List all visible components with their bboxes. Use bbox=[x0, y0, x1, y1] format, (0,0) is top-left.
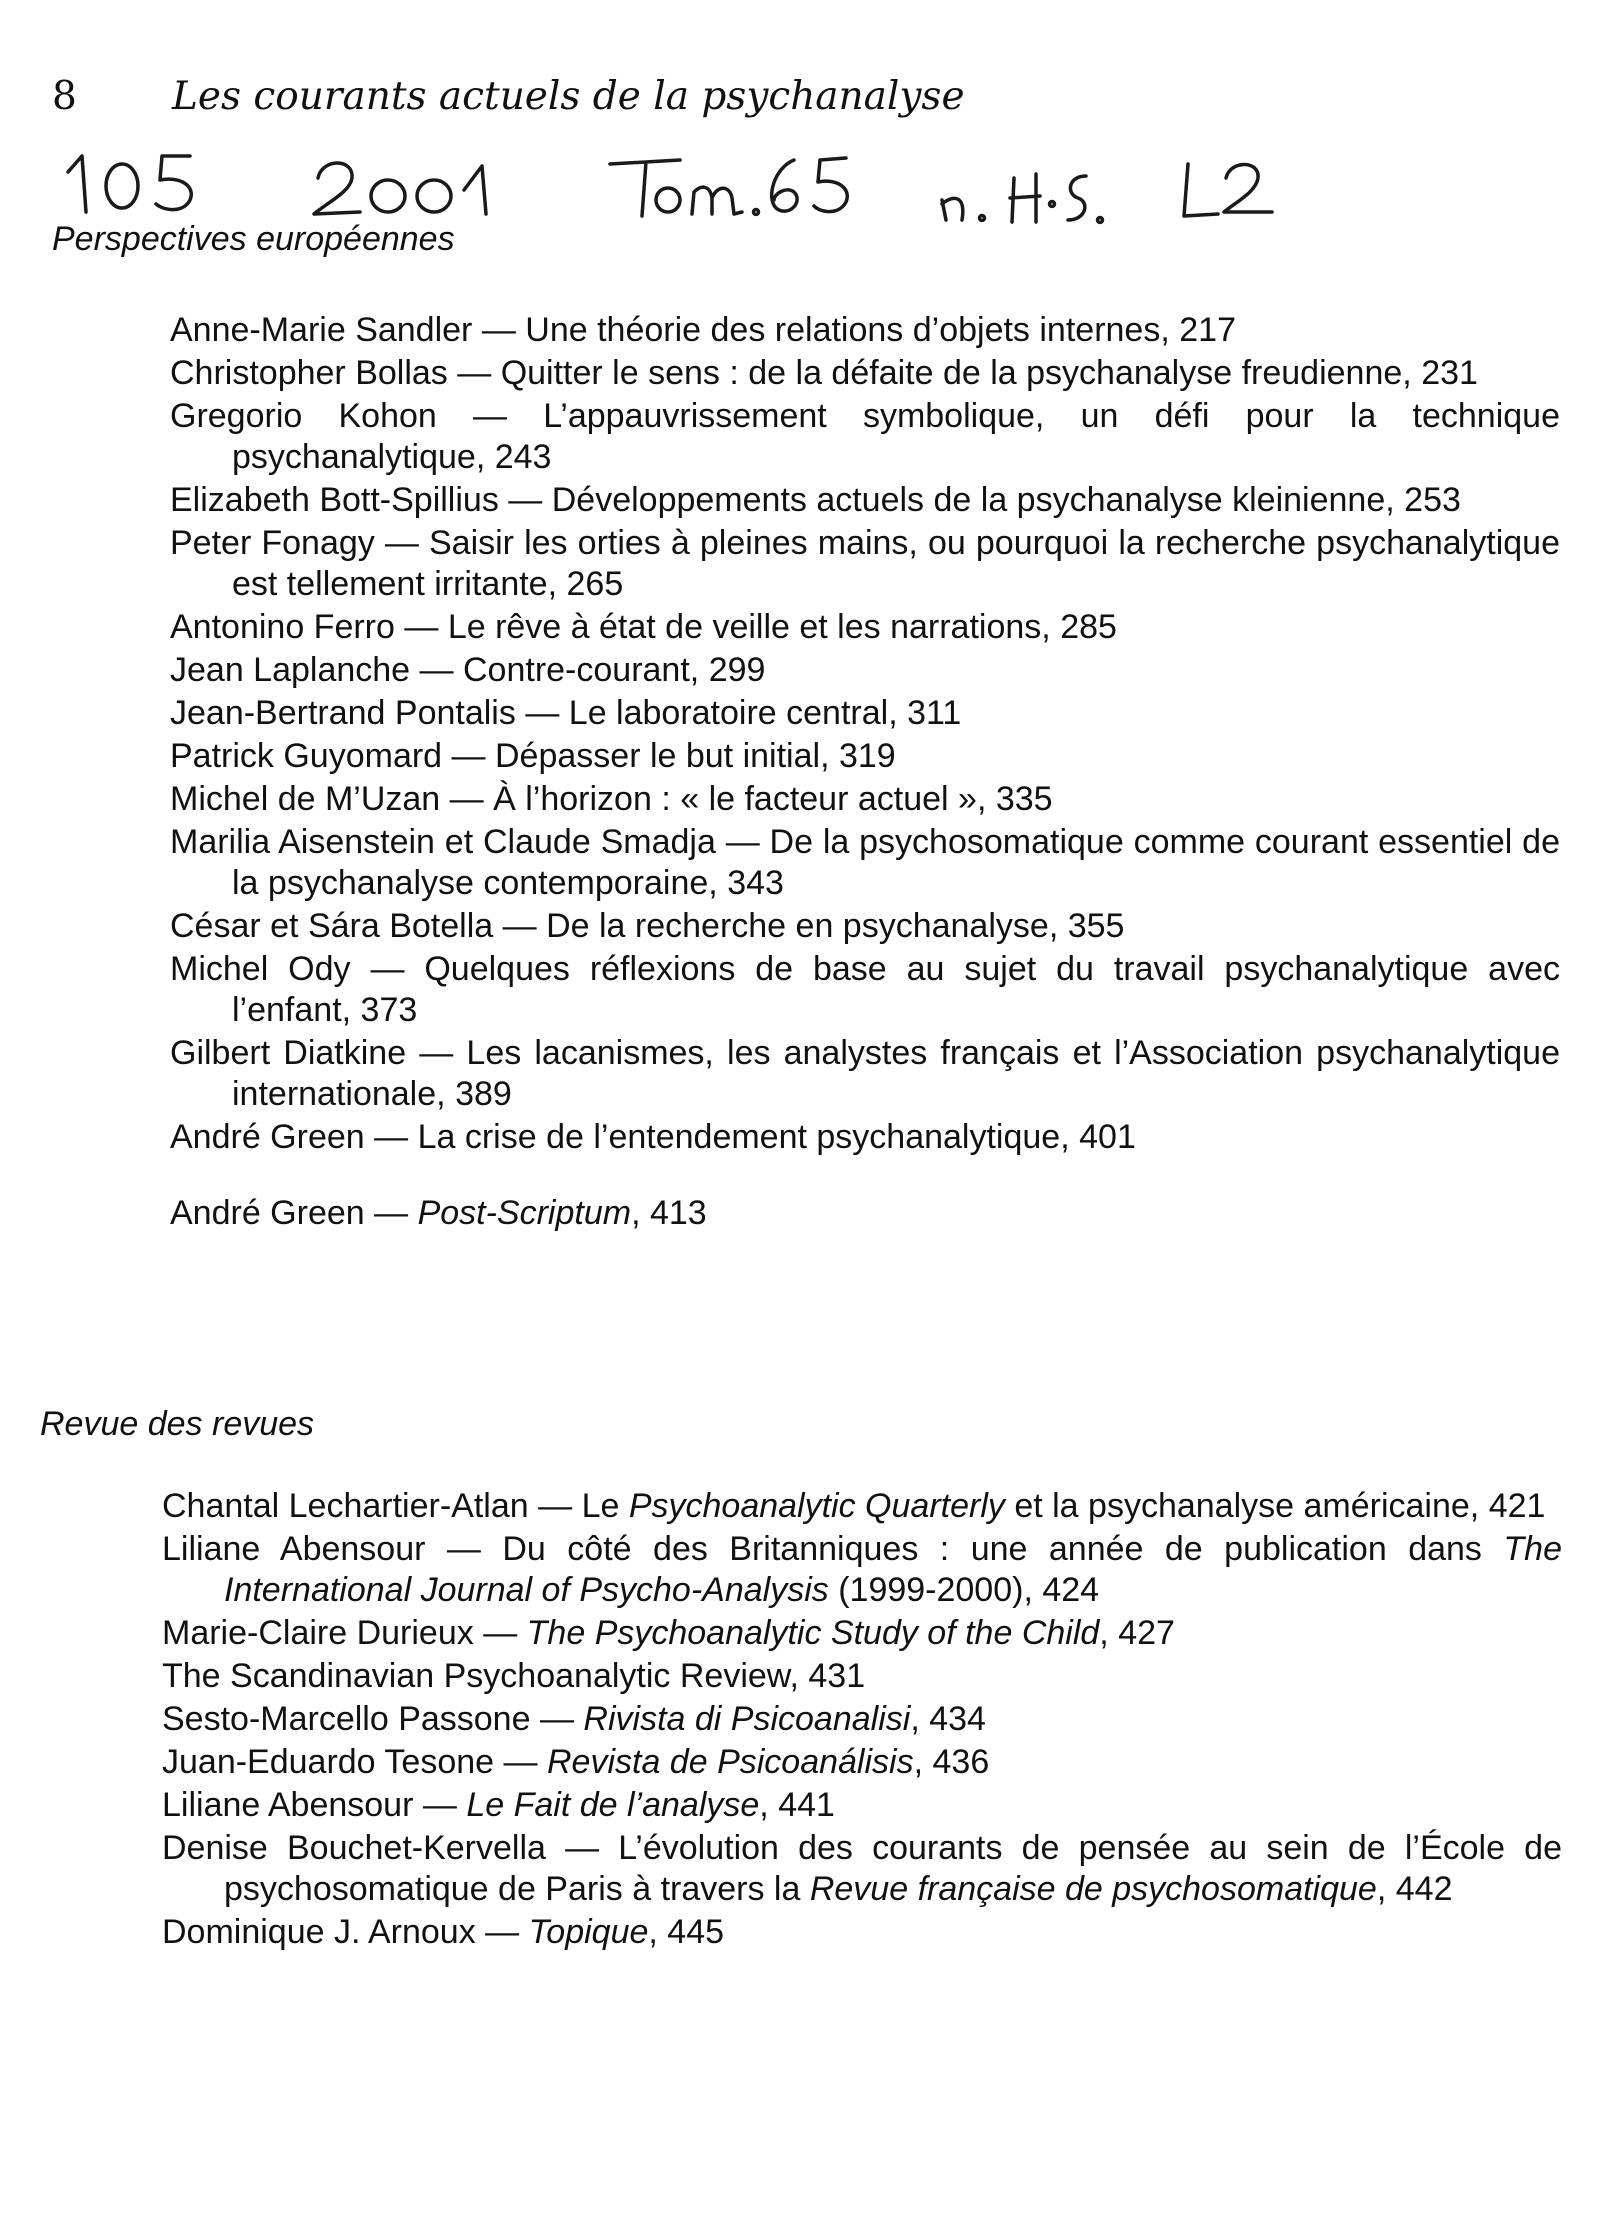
running-head bbox=[52, 74, 965, 119]
toc-page: 343 bbox=[727, 864, 784, 902]
toc-title: À l’horizon : « le facteur actuel » bbox=[493, 780, 977, 818]
toc-title: The Scandinavian Psychoanalytic Review bbox=[162, 1657, 790, 1695]
page-number: 8 bbox=[52, 74, 77, 119]
toc-page: 413 bbox=[649, 1194, 707, 1232]
toc-author: André Green bbox=[170, 1194, 365, 1232]
toc-title-journal: Revista de Psicoanálisis bbox=[546, 1743, 914, 1781]
toc-entry: Liliane Abensour — Le Fait de l’analyse, 441 bbox=[162, 1786, 835, 1824]
toc-title: Quelques réflexions de base au sujet du travail psychanalytique avec l’enfant bbox=[232, 950, 1560, 1029]
toc-title: La crise de l’entendement psychanalytique bbox=[417, 1118, 1061, 1156]
toc-author: André Green bbox=[170, 1118, 365, 1156]
toc-title-journal: Topique bbox=[528, 1913, 649, 1951]
toc-page: 299 bbox=[708, 651, 766, 689]
toc-entry: Marie-Claire Durieux — The Psychoanalytic Study of the Child, 427 bbox=[162, 1614, 1175, 1652]
toc-author: Liliane Abensour bbox=[162, 1786, 414, 1824]
toc-page: 373 bbox=[360, 991, 418, 1029]
toc-entry: Elizabeth Bott-Spillius — Développements actuels de la psychanalyse kleinienne, 253 bbox=[170, 481, 1461, 519]
toc-author: Dominique J. Arnoux bbox=[162, 1913, 476, 1951]
toc-author: Gregorio Kohon bbox=[170, 397, 437, 435]
toc-page: 217 bbox=[1179, 311, 1236, 349]
toc-entry: César et Sára Botella — De la recherche en psychanalyse, 355 bbox=[170, 907, 1125, 945]
toc-author: Jean Laplanche bbox=[170, 651, 411, 689]
toc-entry: The Scandinavian Psychoanalytic Review, 431 bbox=[162, 1657, 866, 1695]
toc-entry: Michel de M’Uzan — À l’horizon : « le facteur actuel », 335 bbox=[170, 780, 1053, 818]
toc-title-journal: Revue française de psychosomatique bbox=[809, 1870, 1377, 1908]
toc-page: 431 bbox=[808, 1657, 866, 1695]
toc-title: Saisir les orties à pleines mains, ou pourquoi la recherche psychanalytique est tellement irritante bbox=[232, 524, 1560, 603]
toc-author: Peter Fonagy bbox=[170, 524, 375, 562]
toc-page: 253 bbox=[1404, 481, 1461, 519]
toc-page: 311 bbox=[907, 694, 962, 732]
toc-entry: Patrick Guyomard — Dépasser le but initial, 319 bbox=[170, 737, 896, 775]
toc-author: Gilbert Diatkine bbox=[170, 1034, 407, 1072]
toc-entry: Gilbert Diatkine — Les lacanismes, les analystes français et l’Association psychanalytique internationale, 389 bbox=[170, 1034, 1561, 1113]
toc-title-pre: Du côté des Britanniques : une année de publication dans bbox=[502, 1530, 1504, 1568]
toc-title: Les lacanismes, les analystes français et l’Association psychanalytique internationale bbox=[232, 1034, 1561, 1113]
toc-page: 401 bbox=[1079, 1118, 1136, 1156]
toc-author: Marilia Aisenstein et Claude Smadja bbox=[170, 823, 716, 861]
toc-entry: Denise Bouchet-Kervella — L’évolution des courants de pensée au sein de l’École de psychosomatique de Paris à travers la Revue française de psychosomatique, 442 bbox=[162, 1829, 1562, 1908]
toc-page: 319 bbox=[838, 737, 896, 775]
toc-page: 441 bbox=[778, 1786, 835, 1824]
toc-entry: Juan-Eduardo Tesone — Revista de Psicoanálisis, 436 bbox=[162, 1743, 990, 1781]
toc-title-post: et la psychanalyse américaine bbox=[1004, 1487, 1470, 1525]
toc-entry: Jean-Bertrand Pontalis — Le laboratoire central, 311 bbox=[170, 694, 962, 732]
toc-list-perspectives bbox=[170, 310, 1560, 1236]
toc-entry: Christopher Bollas — Quitter le sens : de la défaite de la psychanalyse freudienne, 231 bbox=[170, 354, 1478, 392]
toc-title: De la recherche en psychanalyse bbox=[546, 907, 1049, 945]
toc-title: Quitter le sens : de la défaite de la psychanalyse freudienne bbox=[500, 354, 1403, 392]
toc-entry: Gregorio Kohon — L’appauvrissement symbolique, un défi pour la technique psychanalytique, 243 bbox=[170, 397, 1560, 476]
toc-page: 243 bbox=[494, 438, 552, 476]
toc-author: Liliane Abensour bbox=[162, 1530, 426, 1568]
section-heading-perspectives: Perspectives européennes bbox=[52, 220, 455, 258]
toc-title: De la psychosomatique comme courant essentiel de la psychanalyse contemporaine bbox=[232, 823, 1560, 902]
toc-title-journal: Le Fait de l’analyse bbox=[466, 1786, 760, 1824]
toc-page: 335 bbox=[995, 780, 1053, 818]
toc-title: Contre-courant bbox=[463, 651, 690, 689]
toc-author: Michel Ody bbox=[170, 950, 351, 988]
toc-entry: Sesto-Marcello Passone — Rivista di Psicoanalisi, 434 bbox=[162, 1700, 986, 1738]
toc-author: Elizabeth Bott-Spillius bbox=[170, 481, 499, 519]
toc-page: 231 bbox=[1421, 354, 1478, 392]
toc-entry: Chantal Lechartier-Atlan — Le Psychoanalytic Quarterly et la psychanalyse américaine, 421 bbox=[162, 1487, 1546, 1525]
toc-title: Une théorie des relations d’objets internes bbox=[525, 311, 1161, 349]
toc-author: Sesto-Marcello Passone bbox=[162, 1700, 531, 1738]
toc-author: César et Sára Botella bbox=[170, 907, 494, 945]
toc-entry: Dominique J. Arnoux — Topique, 445 bbox=[162, 1913, 725, 1951]
toc-author: Denise Bouchet-Kervella bbox=[162, 1829, 546, 1867]
toc-page: 445 bbox=[667, 1913, 725, 1951]
toc-page: 265 bbox=[566, 565, 624, 603]
toc-title-journal: Psychoanalytic Quarterly bbox=[628, 1487, 1005, 1525]
toc-page: 434 bbox=[929, 1700, 986, 1738]
toc-entry: Peter Fonagy — Saisir les orties à pleines mains, ou pourquoi la recherche psychanalytique est tellement irritante, 265 bbox=[170, 524, 1560, 603]
toc-page: 442 bbox=[1395, 1870, 1453, 1908]
toc-title-journal: Rivista di Psicoanalisi bbox=[583, 1700, 911, 1738]
toc-author: Patrick Guyomard bbox=[170, 737, 443, 775]
toc-title: Le rêve à état de veille et les narrations bbox=[447, 608, 1042, 646]
toc-page: 436 bbox=[932, 1743, 990, 1781]
toc-title-pre: Le bbox=[581, 1487, 629, 1525]
toc-page: 427 bbox=[1118, 1614, 1175, 1652]
toc-entry: Jean Laplanche — Contre-courant, 299 bbox=[170, 651, 766, 689]
toc-title-journal: The Psychoanalytic Study of the Child bbox=[526, 1614, 1100, 1652]
toc-title: Dépasser le but initial bbox=[495, 737, 821, 775]
running-title: Les courants actuels de la psychanalyse bbox=[172, 74, 965, 119]
toc-list-revues bbox=[162, 1486, 1562, 1955]
toc-title: Développements actuels de la psychanalyse kleinienne bbox=[551, 481, 1386, 519]
toc-entry: Michel Ody — Quelques réflexions de base au sujet du travail psychanalytique avec l’enfant, 373 bbox=[170, 950, 1560, 1029]
toc-page: 421 bbox=[1488, 1487, 1546, 1525]
toc-author: Antonino Ferro bbox=[170, 608, 395, 646]
toc-author: Juan-Eduardo Tesone bbox=[162, 1743, 495, 1781]
toc-entry: Antonino Ferro — Le rêve à état de veille et les narrations, 285 bbox=[170, 608, 1117, 646]
toc-author: Marie-Claire Durieux bbox=[162, 1614, 474, 1652]
toc-page: 285 bbox=[1060, 608, 1117, 646]
toc-title: Le laboratoire central bbox=[568, 694, 889, 732]
toc-title: Post-Scriptum bbox=[417, 1194, 632, 1232]
toc-page: 355 bbox=[1067, 907, 1125, 945]
toc-entry-postscript: André Green — Post-Scriptum, 413 bbox=[170, 1194, 707, 1232]
toc-title-journal: The International Journal of Psycho-Analysis bbox=[224, 1530, 1562, 1609]
toc-page: 424 bbox=[1042, 1571, 1100, 1609]
toc-page: 389 bbox=[455, 1075, 512, 1113]
toc-author: Michel de M’Uzan bbox=[170, 780, 441, 818]
toc-title: L’appauvrissement symbolique, un défi pour la technique psychanalytique bbox=[232, 397, 1560, 476]
toc-author: Anne-Marie Sandler bbox=[170, 311, 473, 349]
toc-author: Chantal Lechartier-Atlan bbox=[162, 1487, 529, 1525]
toc-entry: André Green — La crise de l’entendement psychanalytique, 401 bbox=[170, 1118, 1136, 1156]
toc-author: Christopher Bollas bbox=[170, 354, 448, 392]
toc-entry: Liliane Abensour — Du côté des Britanniques : une année de publication dans The International Journal of Psycho-Analysis (1999-2000), 424 bbox=[162, 1530, 1562, 1609]
toc-title-post: (1999-2000) bbox=[828, 1571, 1024, 1609]
toc-title-pre: L’évolution des courants de pensée au sein de l’École de psychosomatique de Paris à travers la bbox=[224, 1829, 1562, 1908]
toc-entry: Anne-Marie Sandler — Une théorie des relations d’objets internes, 217 bbox=[170, 311, 1236, 349]
section-heading-revues: Revue des revues bbox=[40, 1405, 315, 1443]
toc-entry: Marilia Aisenstein et Claude Smadja — De la psychosomatique comme courant essentiel de la psychanalyse contemporaine, 343 bbox=[170, 823, 1560, 902]
toc-author: Jean-Bertrand Pontalis bbox=[170, 694, 516, 732]
